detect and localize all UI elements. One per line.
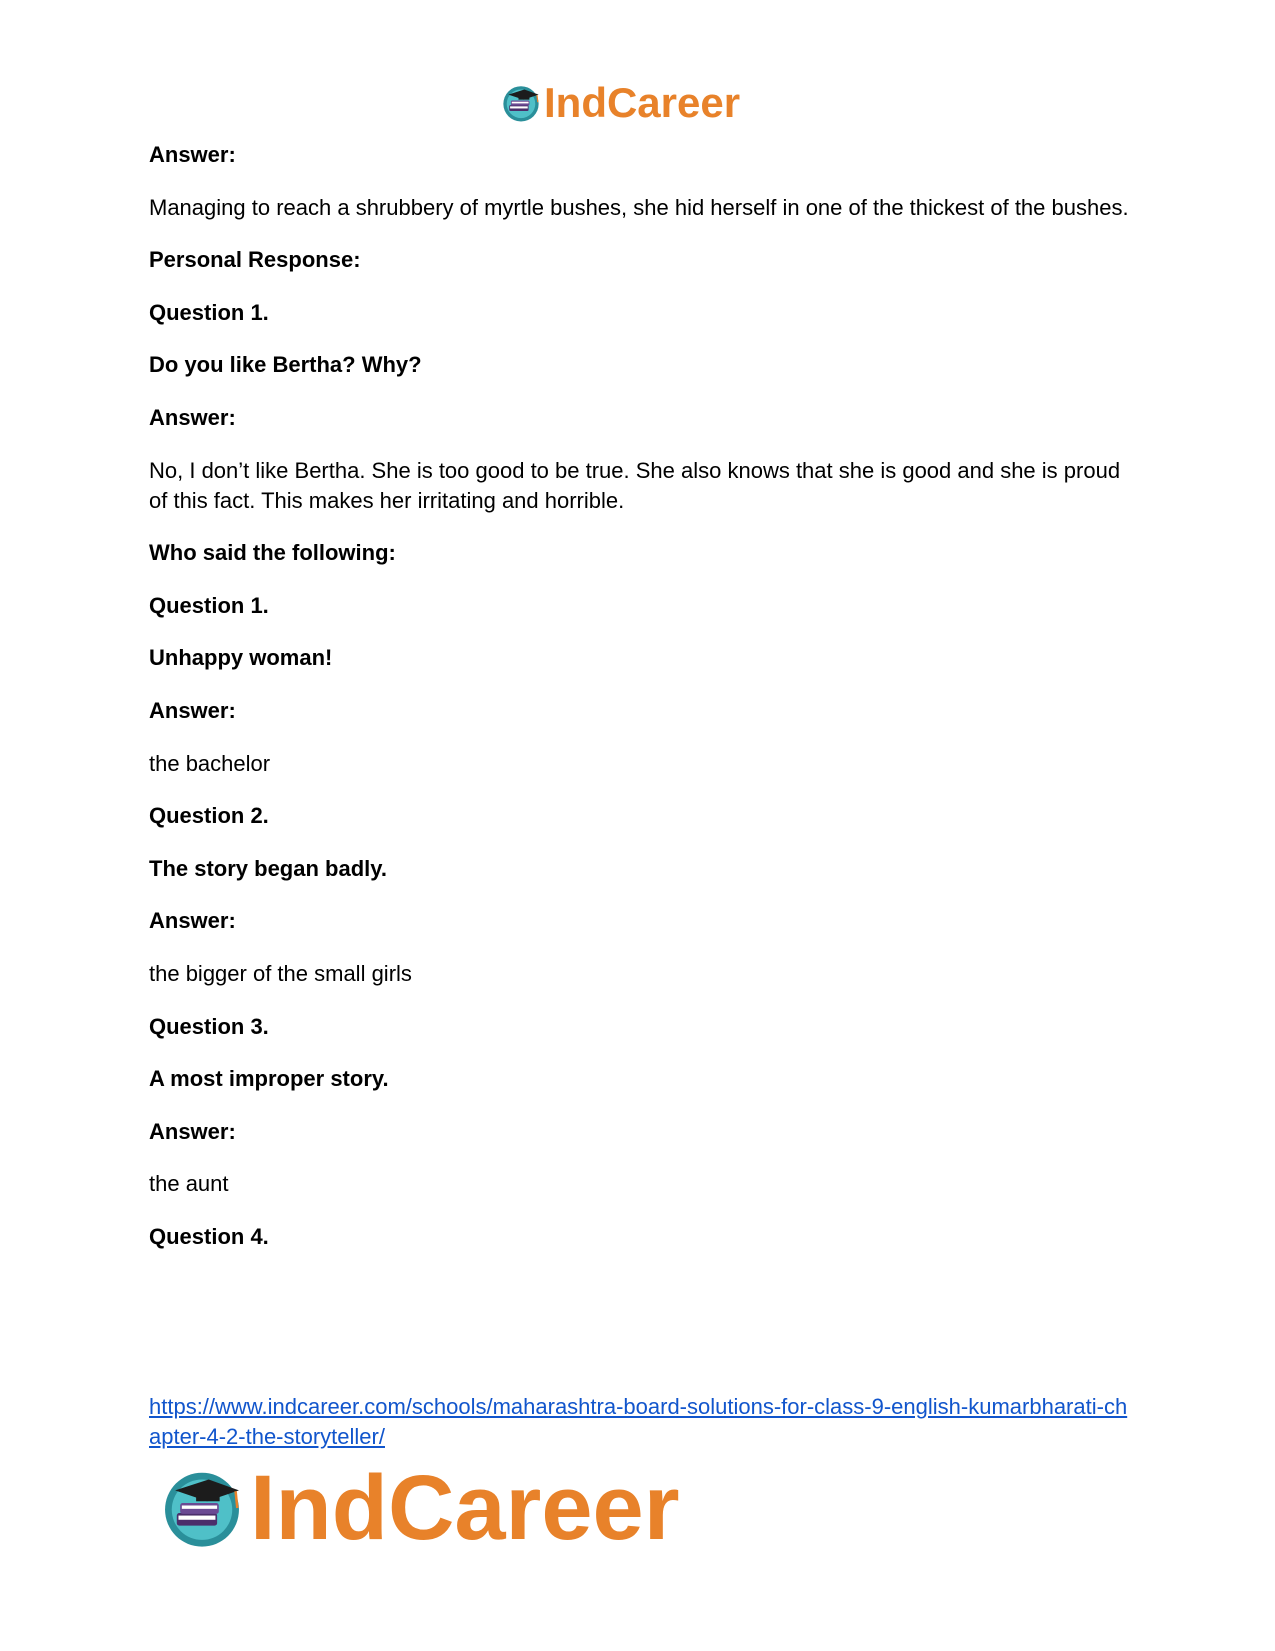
source-url-link[interactable]: https://www.indcareer.com/schools/maharashtra-board-solutions-for-class-9-english-kumarbharati-chapter-4-2-the-storyteller/ [149, 1394, 1128, 1449]
heading-line: The story began badly. [149, 855, 387, 881]
heading-line: Question 1. [149, 592, 269, 618]
heading-line: Unhappy woman! [149, 645, 333, 671]
brand-logo-text: IndCareer [544, 79, 741, 126]
brand-logo-text: IndCareer [250, 1457, 680, 1559]
heading-line: Answer: [149, 404, 236, 430]
graduation-book-icon [160, 1466, 244, 1550]
body-text: the bigger of the small girls [149, 960, 412, 986]
heading-line: Question 1. [149, 299, 269, 325]
heading-line: Personal Response: [149, 247, 361, 273]
header-logo [500, 78, 740, 128]
heading-line: Question 4. [149, 1223, 269, 1249]
heading-line: Do you like Bertha? Why? [149, 352, 422, 378]
document-body [149, 140, 1129, 1274]
heading-line: Who said the following: [149, 540, 396, 566]
body-text: Managing to reach a shrubbery of myrtle bushes, she hid herself in one of the thickest of the bushes. [149, 194, 1129, 220]
graduation-book-icon [500, 82, 542, 124]
heading-line: Question 2. [149, 803, 269, 829]
heading-line: Answer: [149, 142, 236, 167]
heading-line: Answer: [149, 697, 236, 723]
body-text: the bachelor [149, 750, 271, 776]
body-text: the aunt [149, 1171, 229, 1197]
body-text: No, I don’t like Bertha. She is too good to be true. She also knows that she is good and she is proud of this fact. This makes her irritating and horrible. [149, 457, 1121, 513]
heading-line: Question 3. [149, 1013, 269, 1039]
heading-line: A most improper story. [149, 1066, 389, 1092]
heading-line: Answer: [149, 908, 236, 934]
footer-logo [160, 1458, 680, 1558]
heading-line: Answer: [149, 1118, 236, 1144]
